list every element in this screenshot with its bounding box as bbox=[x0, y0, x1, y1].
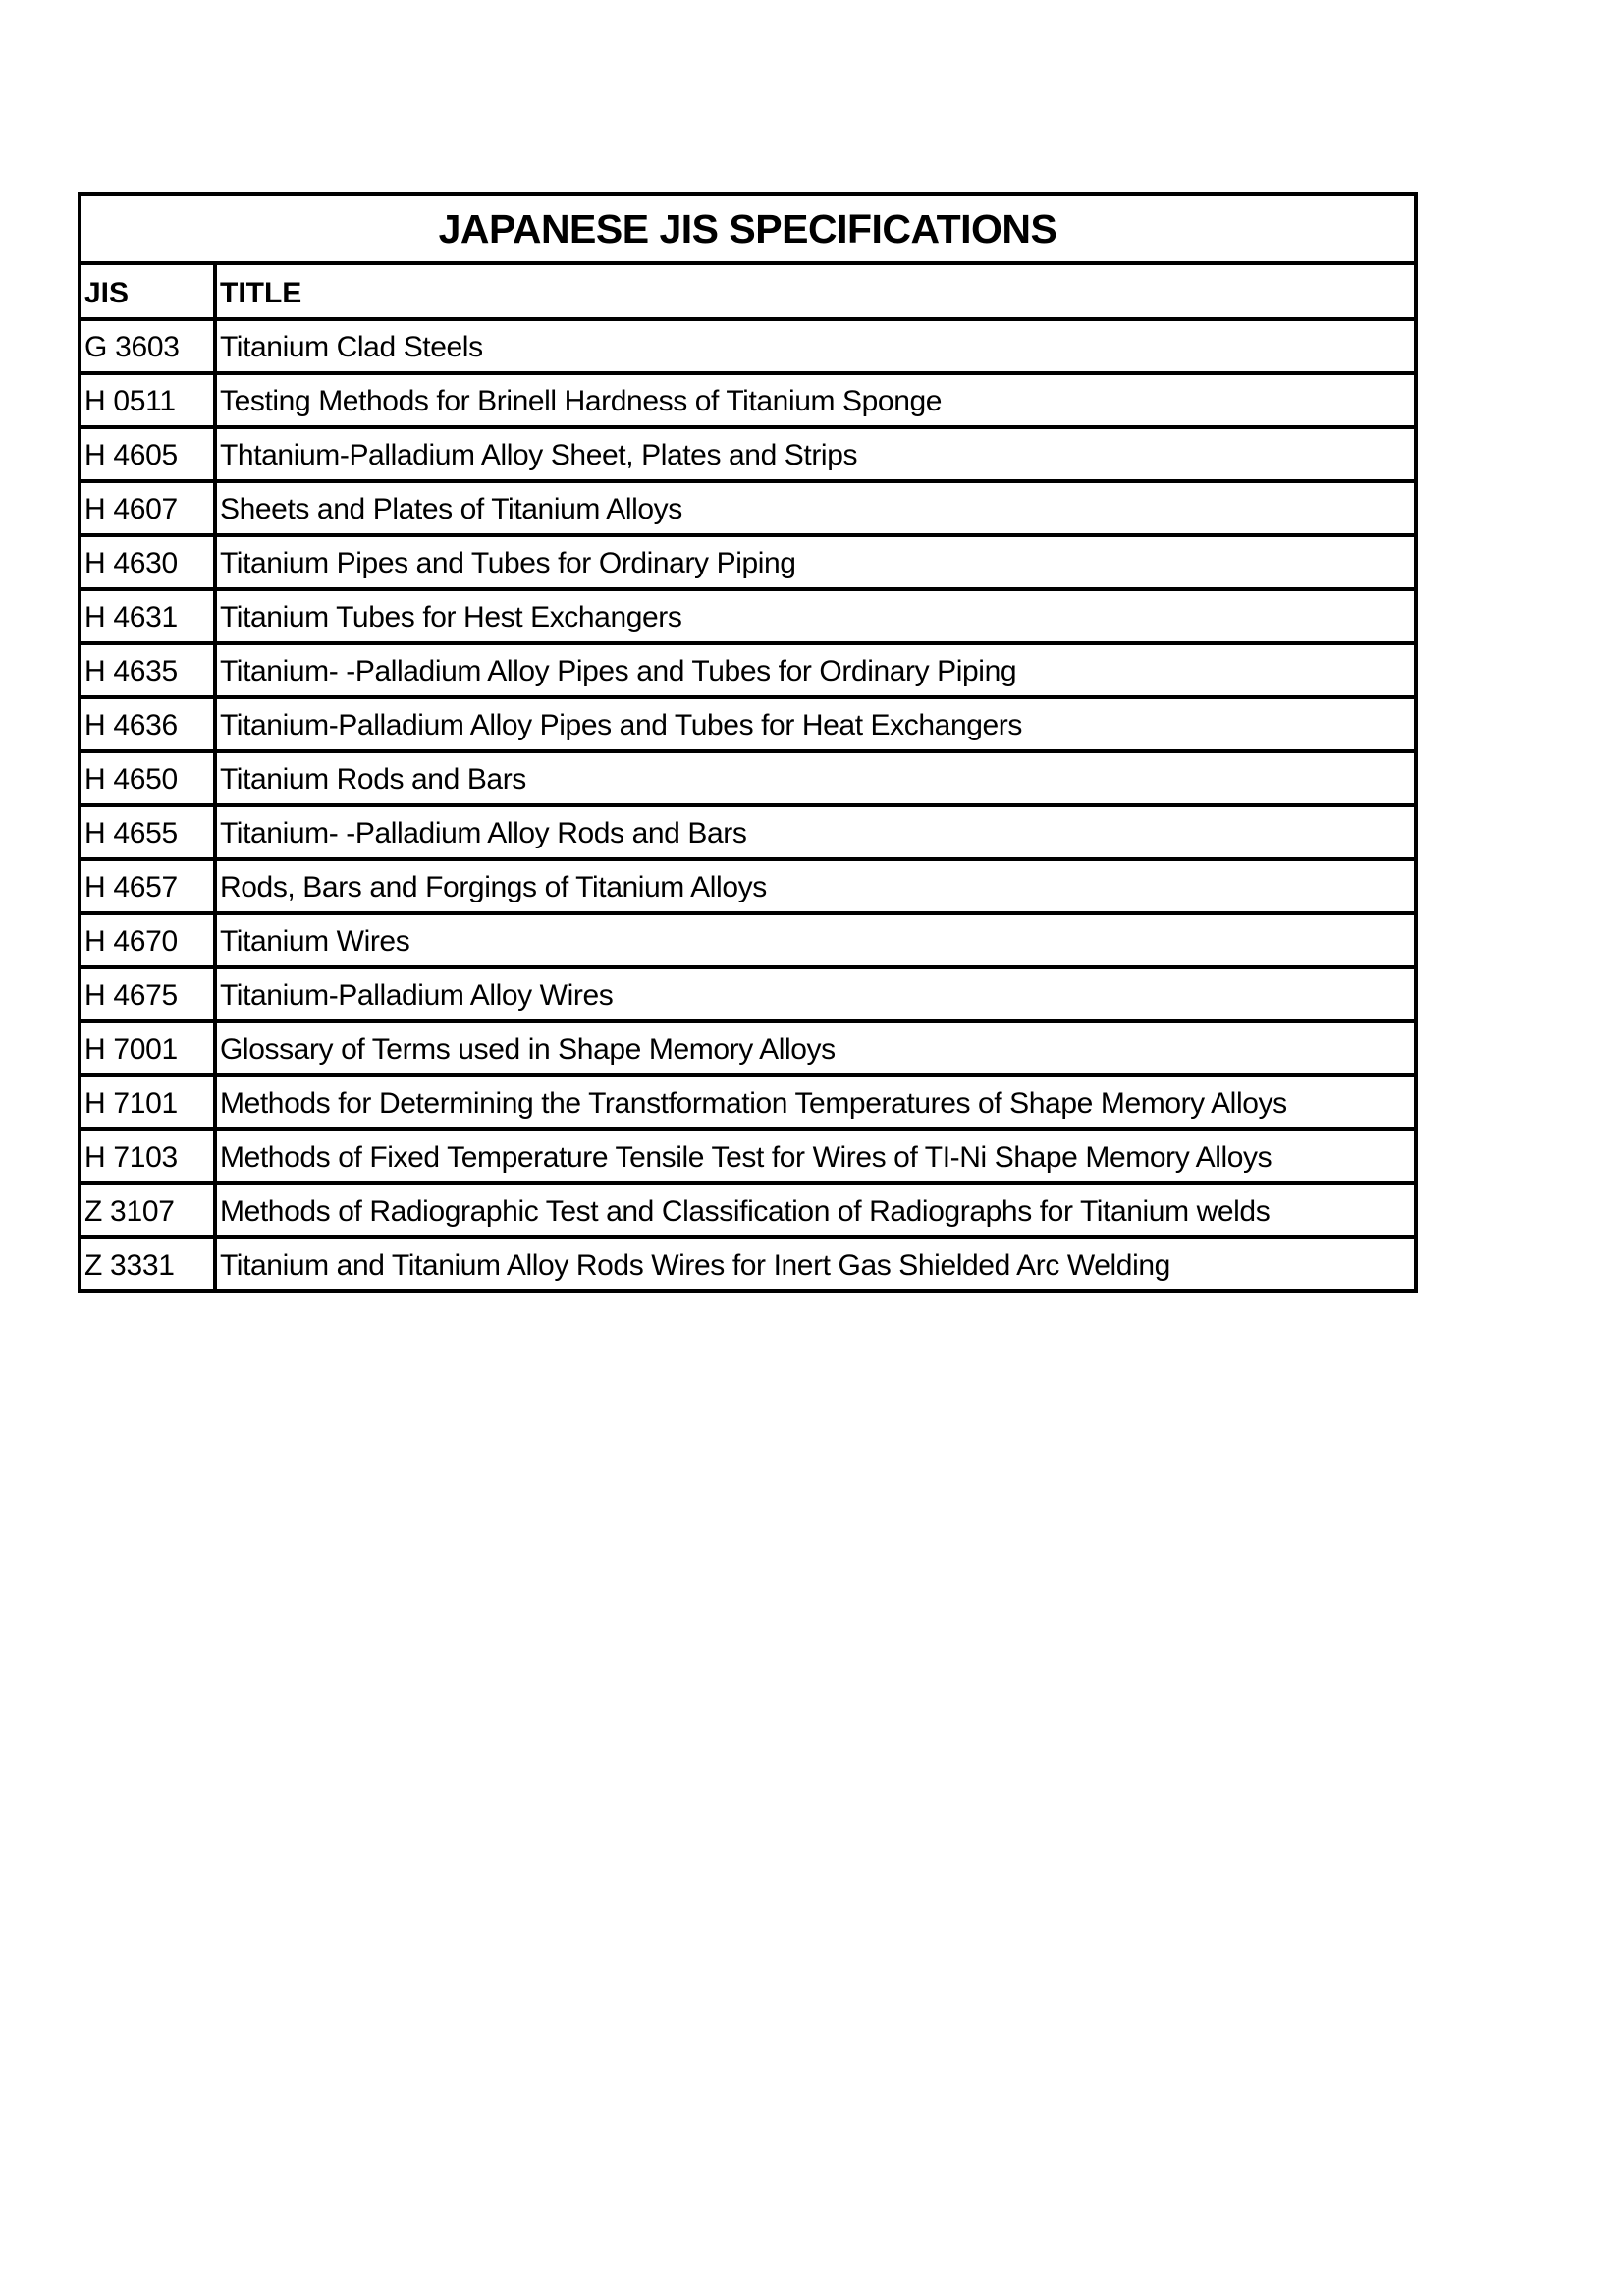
table-row bbox=[80, 589, 1416, 643]
table-row bbox=[80, 373, 1416, 427]
table-row bbox=[80, 859, 1416, 913]
table-row bbox=[80, 967, 1416, 1021]
column-header-jis: JIS bbox=[80, 263, 215, 319]
spec-title-cell: Titanium Tubes for Hest Exchangers bbox=[215, 589, 1416, 643]
table-title: JAPANESE JIS SPECIFICATIONS bbox=[80, 194, 1416, 263]
table-row bbox=[80, 1129, 1416, 1183]
spec-title-cell: Titanium- -Palladium Alloy Rods and Bars bbox=[215, 805, 1416, 859]
spec-title-cell: Methods of Fixed Temperature Tensile Test for Wires of TI-Ni Shape Memory Alloys bbox=[215, 1129, 1416, 1183]
spec-title-cell: Methods for Determining the Transtformation Temperatures of Shape Memory Alloys bbox=[215, 1075, 1416, 1129]
jis-code-cell: H 4636 bbox=[80, 697, 215, 751]
jis-code-cell: H 4607 bbox=[80, 481, 215, 535]
table-row bbox=[80, 1183, 1416, 1237]
jis-code-cell: H 4670 bbox=[80, 913, 215, 967]
table-header-row bbox=[80, 263, 1416, 319]
jis-code-cell: H 0511 bbox=[80, 373, 215, 427]
jis-code-cell: H 4650 bbox=[80, 751, 215, 805]
spec-title-cell: Titanium-Palladium Alloy Wires bbox=[215, 967, 1416, 1021]
jis-code-cell: H 4635 bbox=[80, 643, 215, 697]
table-row bbox=[80, 913, 1416, 967]
table-row bbox=[80, 643, 1416, 697]
spec-title-cell: Titanium Pipes and Tubes for Ordinary Piping bbox=[215, 535, 1416, 589]
spec-title-cell: Titanium Wires bbox=[215, 913, 1416, 967]
table-row bbox=[80, 1075, 1416, 1129]
table-row bbox=[80, 481, 1416, 535]
table-row bbox=[80, 1237, 1416, 1291]
jis-specifications-table bbox=[78, 192, 1418, 1293]
jis-code-cell: H 4631 bbox=[80, 589, 215, 643]
spec-title-cell: Titanium- -Palladium Alloy Pipes and Tubes for Ordinary Piping bbox=[215, 643, 1416, 697]
spec-title-cell: Sheets and Plates of Titanium Alloys bbox=[215, 481, 1416, 535]
spec-title-cell: Titanium-Palladium Alloy Pipes and Tubes for Heat Exchangers bbox=[215, 697, 1416, 751]
spec-title-cell: Titanium Rods and Bars bbox=[215, 751, 1416, 805]
spec-title-cell: Titanium and Titanium Alloy Rods Wires for Inert Gas Shielded Arc Welding bbox=[215, 1237, 1416, 1291]
jis-code-cell: Z 3331 bbox=[80, 1237, 215, 1291]
jis-code-cell: H 7101 bbox=[80, 1075, 215, 1129]
table-row bbox=[80, 427, 1416, 481]
spec-title-cell: Rods, Bars and Forgings of Titanium Alloys bbox=[215, 859, 1416, 913]
table-row bbox=[80, 319, 1416, 373]
jis-code-cell: H 7103 bbox=[80, 1129, 215, 1183]
table-row bbox=[80, 1021, 1416, 1075]
table-row bbox=[80, 751, 1416, 805]
jis-code-cell: H 4655 bbox=[80, 805, 215, 859]
jis-code-cell: Z 3107 bbox=[80, 1183, 215, 1237]
table-row bbox=[80, 535, 1416, 589]
spec-title-cell: Thtanium-Palladium Alloy Sheet, Plates and Strips bbox=[215, 427, 1416, 481]
jis-code-cell: H 4657 bbox=[80, 859, 215, 913]
jis-code-cell: H 4675 bbox=[80, 967, 215, 1021]
spec-title-cell: Testing Methods for Brinell Hardness of Titanium Sponge bbox=[215, 373, 1416, 427]
jis-code-cell: G 3603 bbox=[80, 319, 215, 373]
spec-title-cell: Methods of Radiographic Test and Classification of Radiographs for Titanium welds bbox=[215, 1183, 1416, 1237]
table-row bbox=[80, 805, 1416, 859]
table-title-row bbox=[80, 194, 1416, 263]
spec-title-cell: Titanium Clad Steels bbox=[215, 319, 1416, 373]
jis-code-cell: H 7001 bbox=[80, 1021, 215, 1075]
jis-code-cell: H 4605 bbox=[80, 427, 215, 481]
jis-code-cell: H 4630 bbox=[80, 535, 215, 589]
spec-title-cell: Glossary of Terms used in Shape Memory Alloys bbox=[215, 1021, 1416, 1075]
table-row bbox=[80, 697, 1416, 751]
column-header-title: TITLE bbox=[215, 263, 1416, 319]
